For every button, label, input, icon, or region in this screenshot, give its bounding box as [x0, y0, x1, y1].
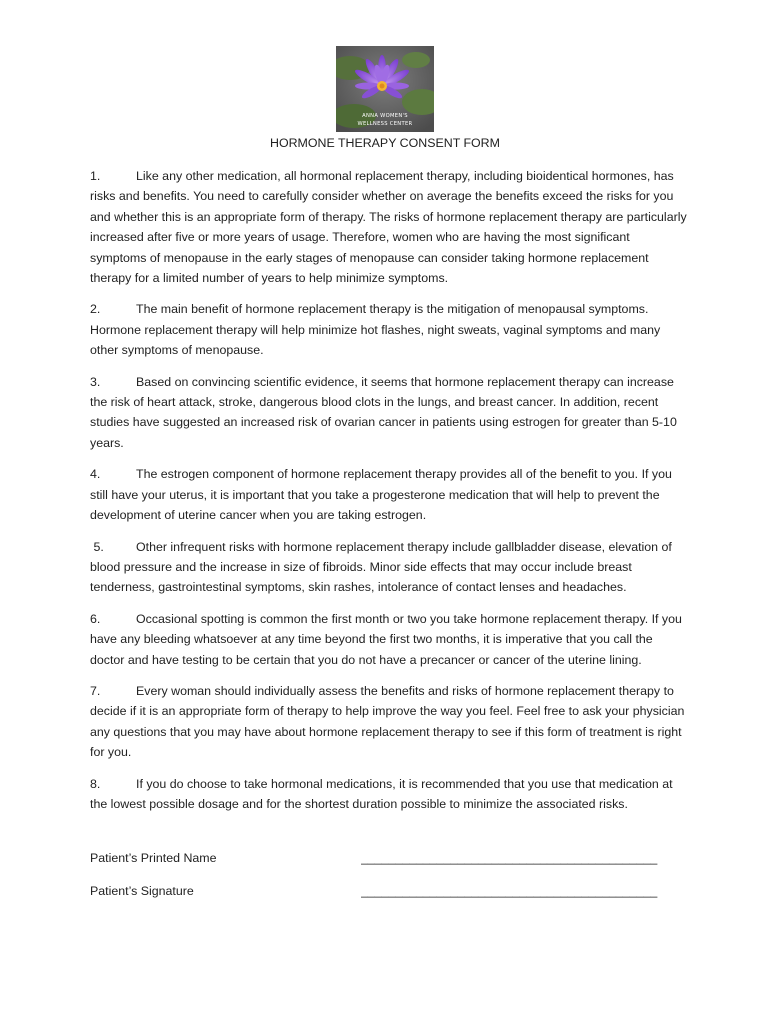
item-number: 4. — [90, 467, 101, 482]
item-text: Occasional spotting is common the first month or two you take hormone replacement therapy. If you have any bleeding whatsoever at any time beyond the first two months, it is imperative that you call the doctor and have testing to be certain that you do not have a precancer or cancer of the uterine lining. — [90, 611, 682, 667]
item-text: Other infrequent risks with hormone replacement therapy include gallbladder disease, elevation of blood pressure and the increase in size of fibroids. Minor side effects that may occur include breast tenderness, gastrointestinal symptoms, skin rashes, intolerance of contact lenses and headaches. — [90, 539, 672, 595]
item-text: Every woman should individually assess the benefits and risks of hormone replacement therapy to decide if it is an appropriate form of therapy to help improve the way you feel. Feel free to ask your physician any questions that you may have about hormone replacement therapy to see if this form of treatment is right for you. — [90, 683, 685, 760]
signature-field[interactable]: ___________________________________________ — [361, 884, 658, 898]
item-text: Based on convincing scientific evidence, it seems that hormone replacement therapy can increase the risk of heart attack, stroke, dangerous blood clots in the lungs, and breast cancer. In addition, recent studies have suggested an increased risk of ovarian cancer in patients using estrogen for greater than 5-10 years. — [90, 374, 677, 450]
logo-text-line2: WELLNESS CENTER — [357, 121, 413, 127]
printed-name-field[interactable]: ___________________________________________ — [361, 851, 658, 865]
item-number: 8. — [90, 776, 101, 791]
item-text: The estrogen component of hormone replacement therapy provides all of the benefit to you. If you still have your uterus, it is important that you take a progesterone medication that will help to prevent the development of uterine cancer when you are taking estrogen. — [90, 467, 672, 523]
item-number: 6. — [90, 611, 101, 626]
consent-item-3 — [90, 372, 688, 454]
consent-item-4 — [90, 464, 688, 525]
consent-item-1 — [90, 166, 688, 288]
item-number: 2. — [90, 302, 101, 317]
clinic-logo — [336, 46, 434, 132]
item-text: The main benefit of hormone replacement therapy is the mitigation of menopausal symptoms. Hormone replacement therapy will help minimize hot flashes, night sweats, vaginal symptoms and many other symptoms of menopause. — [90, 302, 661, 358]
item-number: 3. — [90, 374, 101, 389]
item-text: Like any other medication, all hormonal replacement therapy, including bioidentical hormones, has risks and benefits. You need to carefully consider whether on average the benefits exceed the risks for you and whether this is an appropriate form of therapy. The risks of hormone replacement therapy are particularly increased after five or more years of usage. Therefore, women who are having the most significant symptoms of menopause in the early stages of menopause can consider taking hormone replacement therapy for a limited number of years to help minimize symptoms. — [90, 169, 687, 286]
signature-label: Patient’s Signature — [90, 884, 194, 898]
consent-item-6 — [90, 609, 688, 670]
form-title: HORMONE THERAPY CONSENT FORM — [270, 136, 500, 150]
consent-item-7 — [90, 681, 688, 763]
item-text: If you do choose to take hormonal medications, it is recommended that you use that medication at the lowest possible dosage and for the shortest duration possible to minimize the associated risks. — [90, 776, 673, 811]
printed-name-label: Patient’s Printed Name — [90, 851, 217, 865]
consent-item-8 — [90, 774, 688, 815]
consent-item-5 — [90, 537, 688, 598]
item-number: 5. — [90, 539, 104, 554]
item-number: 1. — [90, 169, 101, 183]
logo-text-line1: ANNA WOMEN'S — [362, 113, 408, 119]
consent-items — [90, 166, 688, 825]
consent-item-2 — [90, 299, 688, 360]
item-number: 7. — [90, 683, 101, 698]
